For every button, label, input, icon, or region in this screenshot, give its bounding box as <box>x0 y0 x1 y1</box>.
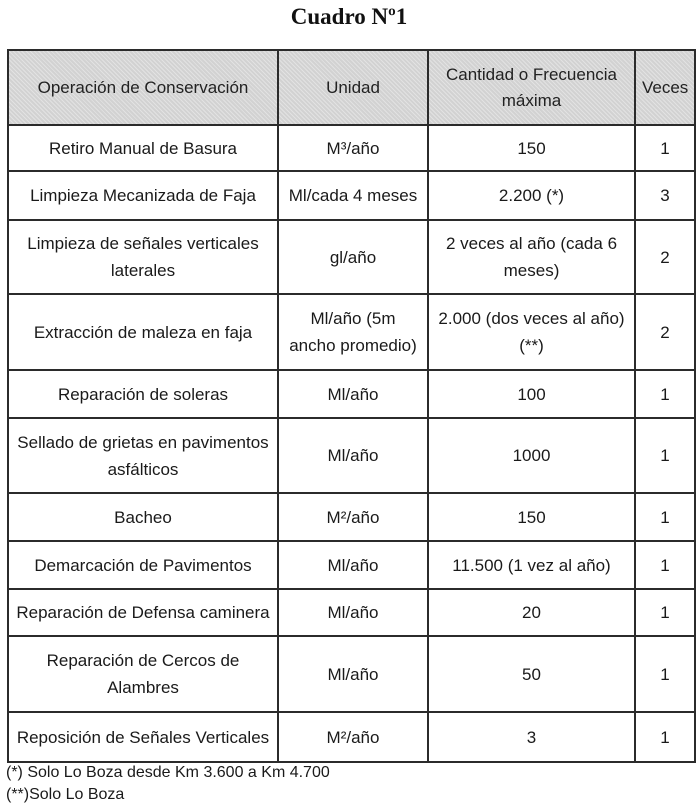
cell-veces: 1 <box>635 418 695 493</box>
table-row <box>8 493 695 541</box>
cell-unidad: M³/año <box>278 125 428 171</box>
header-unidad: Unidad <box>278 50 428 125</box>
cell-veces: 3 <box>635 171 695 220</box>
cell-unidad: M²/año <box>278 712 428 762</box>
cell-operacion: Reparación de Defensa caminera <box>8 589 278 636</box>
cell-cantidad: 11.500 (1 vez al año) <box>428 541 635 589</box>
table-row <box>8 589 695 636</box>
cell-cantidad: 150 <box>428 493 635 541</box>
cell-unidad: Ml/cada 4 meses <box>278 171 428 220</box>
cell-operacion: Limpieza Mecanizada de Faja <box>8 171 278 220</box>
header-cantidad: Cantidad o Frecuencia máxima <box>428 50 635 125</box>
table-row <box>8 171 695 220</box>
footnotes <box>6 762 330 806</box>
table-row <box>8 125 695 171</box>
cell-unidad: Ml/año <box>278 636 428 712</box>
cell-veces: 2 <box>635 294 695 370</box>
footnote-2: (**)Solo Lo Boza <box>6 786 125 803</box>
cell-veces: 1 <box>635 541 695 589</box>
table-row <box>8 712 695 762</box>
cell-cantidad: 2 veces al año (cada 6 meses) <box>428 220 635 294</box>
footnote-1: (*) Solo Lo Boza desde Km 3.600 a Km 4.700 <box>6 764 330 781</box>
cell-operacion: Demarcación de Pavimentos <box>8 541 278 589</box>
cell-cantidad: 2.000 (dos veces al año) (**) <box>428 294 635 370</box>
cell-veces: 1 <box>635 712 695 762</box>
cell-operacion: Sellado de grietas en pavimentos asfálticos <box>8 418 278 493</box>
cell-unidad: Ml/año (5m ancho promedio) <box>278 294 428 370</box>
cell-veces: 1 <box>635 493 695 541</box>
cell-operacion: Extracción de maleza en faja <box>8 294 278 370</box>
cell-cantidad: 50 <box>428 636 635 712</box>
cell-veces: 1 <box>635 636 695 712</box>
cell-unidad: Ml/año <box>278 541 428 589</box>
table-row <box>8 541 695 589</box>
page-title: Cuadro Nº1 <box>290 4 408 29</box>
cell-unidad: M²/año <box>278 493 428 541</box>
cell-cantidad: 20 <box>428 589 635 636</box>
cell-unidad: Ml/año <box>278 418 428 493</box>
cell-operacion: Reparación de Cercos de Alambres <box>8 636 278 712</box>
cell-unidad: Ml/año <box>278 589 428 636</box>
header-operacion: Operación de Conservación <box>8 50 278 125</box>
table-row <box>8 418 695 493</box>
cell-cantidad: 1000 <box>428 418 635 493</box>
cell-veces: 2 <box>635 220 695 294</box>
cell-cantidad: 150 <box>428 125 635 171</box>
table-row <box>8 636 695 712</box>
table-row <box>8 220 695 294</box>
cell-veces: 1 <box>635 370 695 418</box>
cell-veces: 1 <box>635 589 695 636</box>
cell-unidad: gl/año <box>278 220 428 294</box>
cell-cantidad: 100 <box>428 370 635 418</box>
table-header-row <box>8 50 695 125</box>
cell-cantidad: 2.200 (*) <box>428 171 635 220</box>
table-row <box>8 370 695 418</box>
cell-operacion: Bacheo <box>8 493 278 541</box>
conservation-table <box>7 49 696 763</box>
cell-unidad: Ml/año <box>278 370 428 418</box>
table-row <box>8 294 695 370</box>
cell-cantidad: 3 <box>428 712 635 762</box>
cell-veces: 1 <box>635 125 695 171</box>
header-veces: Veces <box>635 50 695 125</box>
cell-operacion: Limpieza de señales verticales laterales <box>8 220 278 294</box>
cell-operacion: Retiro Manual de Basura <box>8 125 278 171</box>
cell-operacion: Reparación de soleras <box>8 370 278 418</box>
cell-operacion: Reposición de Señales Verticales <box>8 712 278 762</box>
